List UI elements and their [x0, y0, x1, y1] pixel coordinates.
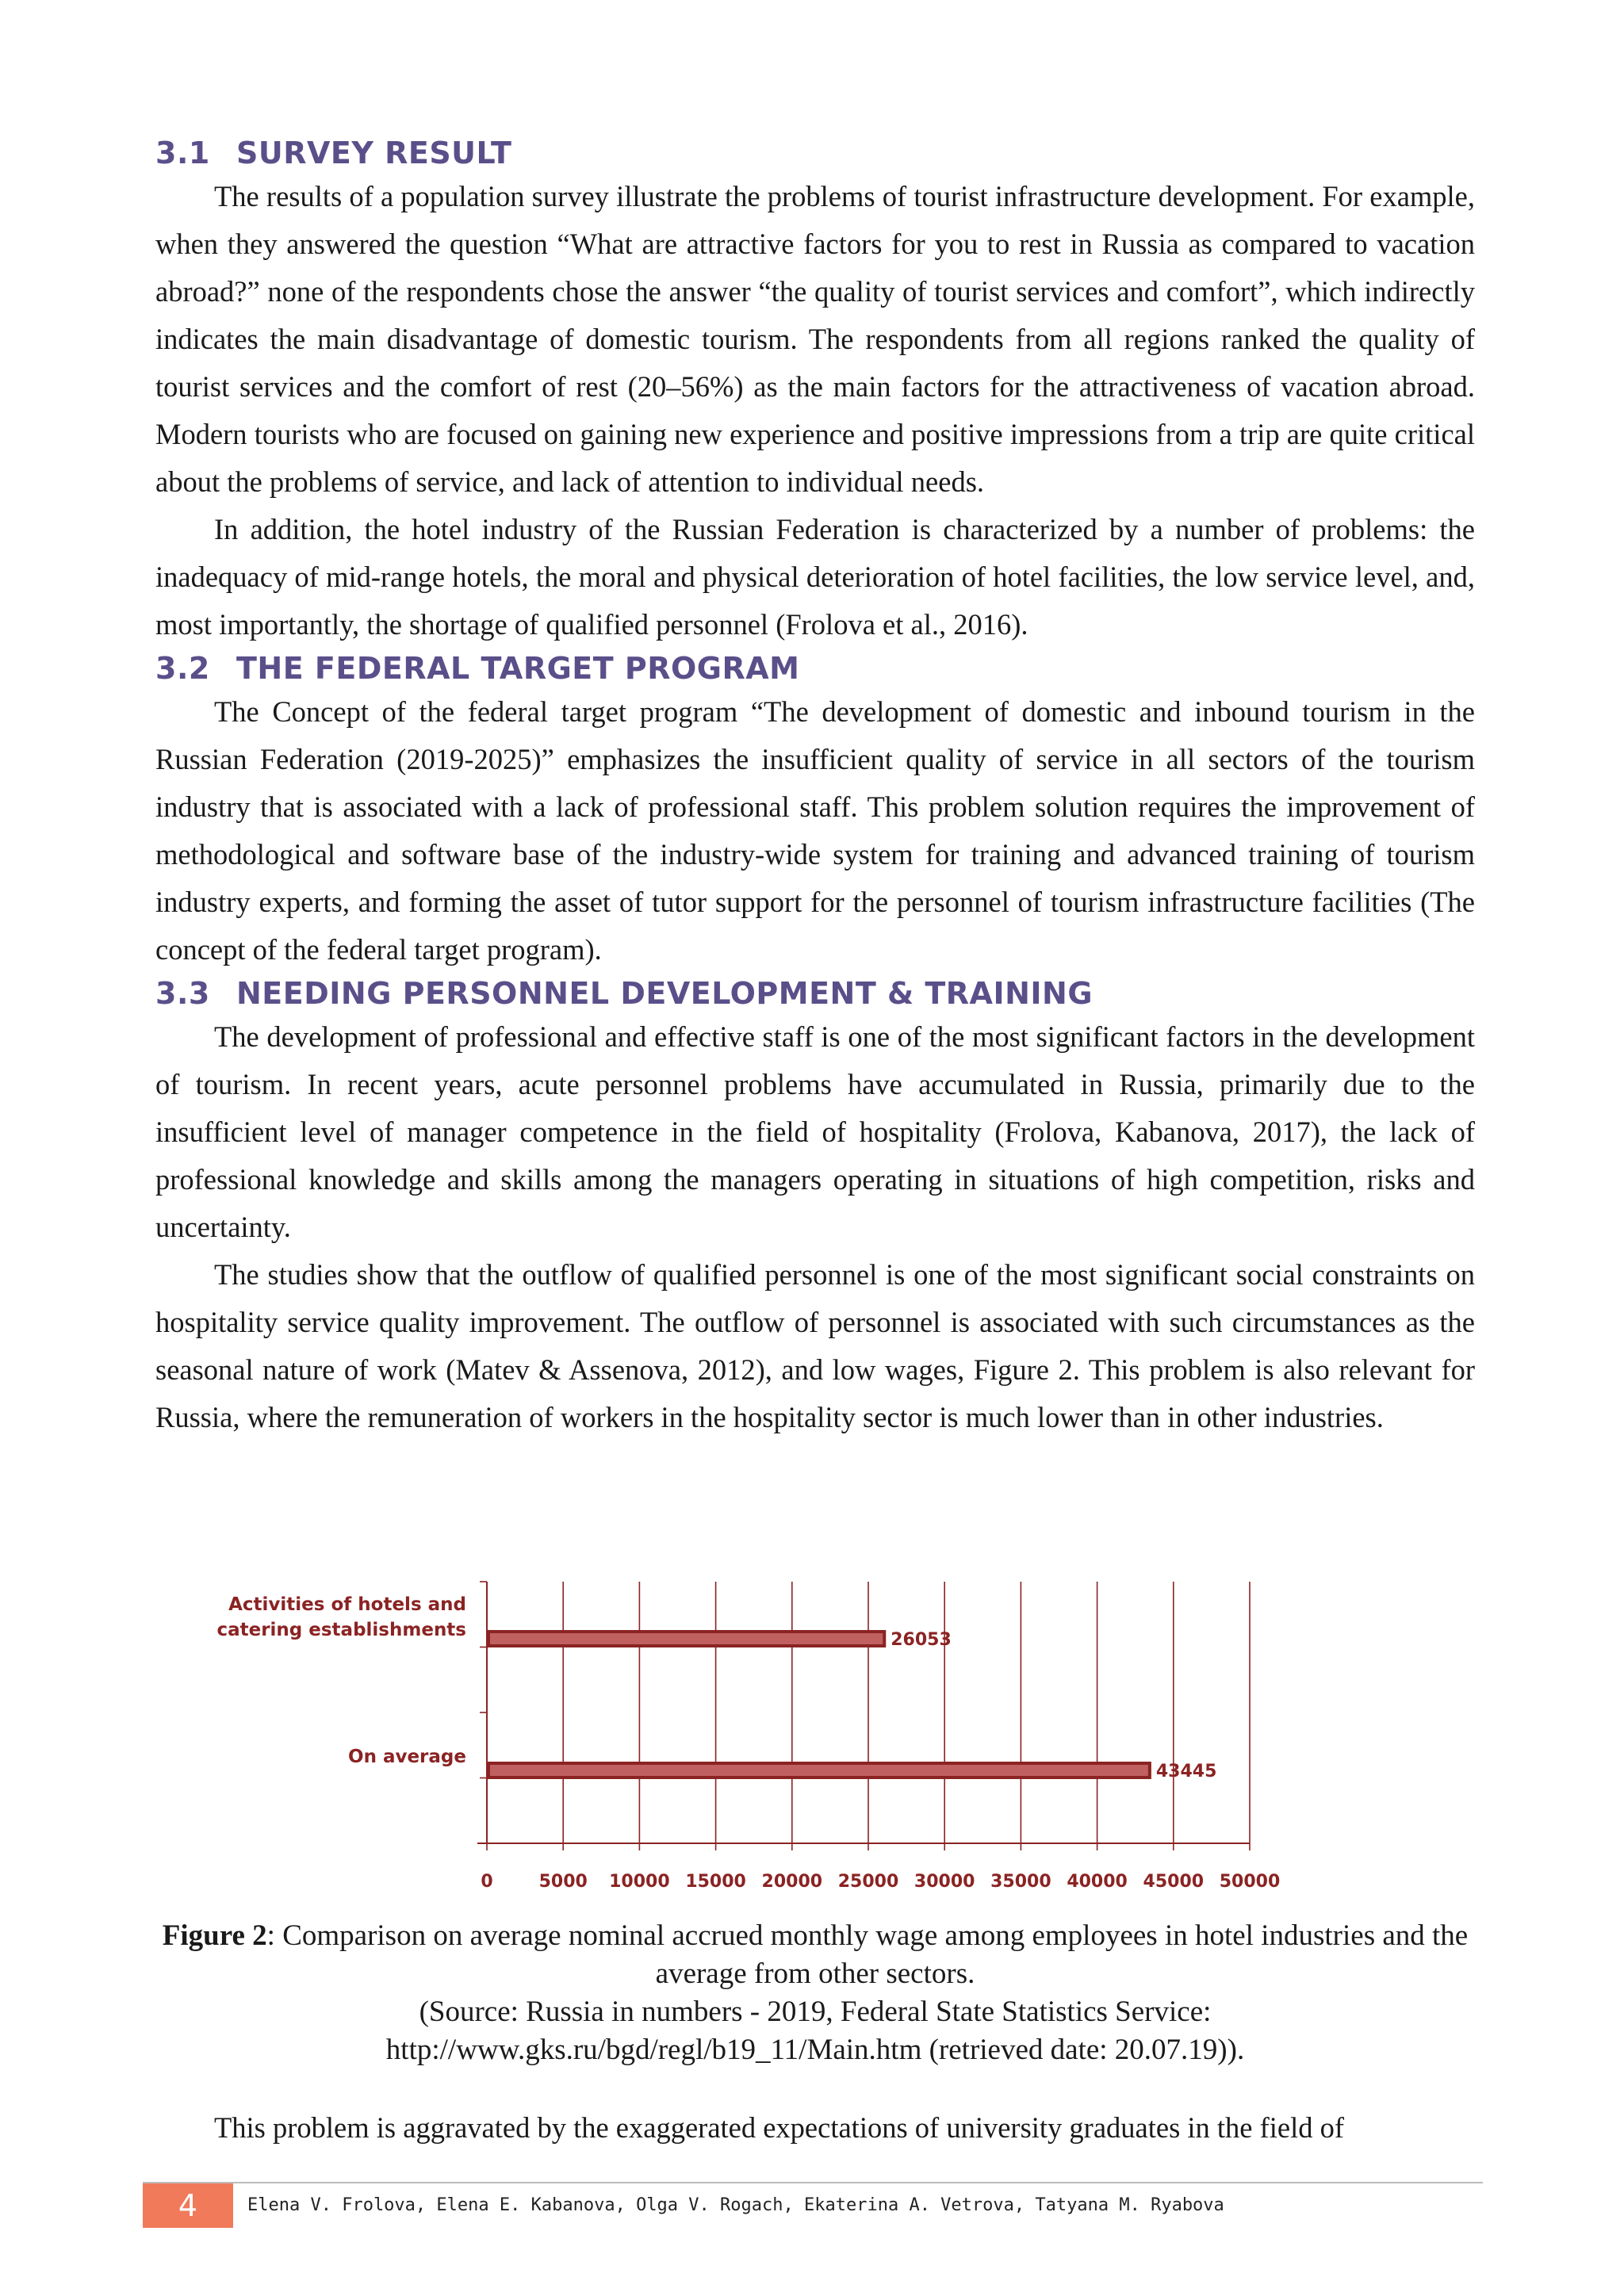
- x-tick-label: 15000: [685, 1872, 746, 1892]
- section-number: 3.1: [155, 136, 210, 170]
- page-footer: [143, 2182, 1483, 2226]
- figure-label: Figure 2: [162, 1919, 267, 1952]
- section-heading-3-2: [155, 649, 1475, 688]
- paragraph: The Concept of the federal target program “The development of domestic and inbound tourism in the Russian Federation (2019-2025)” emphasizes the insufficient quality of service in all sectors of the tourism industry that is associated with a lack of professional staff. This problem solution requires the improvement of methodological and software base of the industry-wide system for training and advanced training of tourism industry experts, and forming the asset of tutor support for the personnel of tourism infrastructure facilities (The concept of the federal target program).: [155, 695, 1475, 966]
- paragraph: This problem is aggravated by the exaggerated expectations of university graduates in the field of: [214, 2111, 1345, 2144]
- x-tick-label: 50000: [1219, 1872, 1281, 1892]
- data-label: 26053: [891, 1630, 952, 1650]
- paragraph: The results of a population survey illustrate the problems of tourist infrastructure development. For example, when they answered the question “What are attractive factors for you to rest in Russia as compared to vacation abroad?” none of the respondents chose the answer “the quality of tourist services and comfort”, which indirectly indicates the main disadvantage of domestic tourism. The respondents from all regions ranked the quality of tourist services and the comfort of rest (20–56%) as the main factors for the attractiveness of vacation abroad. Modern tourists who are focused on gaining new experience and positive impressions from a trip are quite critical about the problems of service, and lack of attention to individual needs.: [155, 180, 1475, 498]
- x-tick-label: 0: [481, 1872, 493, 1892]
- main-content: [155, 133, 1475, 1441]
- page-number: 4: [143, 2183, 233, 2228]
- paragraph: In addition, the hotel industry of the Russian Federation is characterized by a number of problems: the inadequacy of mid-range hotels, the moral and physical deterioration of hotel facilities, the low service level, and, most importantly, the shortage of qualified personnel (Frolova et al., 2016).: [155, 513, 1475, 641]
- x-tick-label: 30000: [914, 1872, 975, 1892]
- category-label-line: Activities of hotels and: [228, 1594, 466, 1615]
- x-tick-label: 35000: [990, 1872, 1051, 1892]
- continuation-block: [155, 2104, 1475, 2152]
- figure-caption: [155, 1917, 1475, 2069]
- section-title: NEEDING PERSONNEL DEVELOPMENT & TRAINING: [236, 976, 1094, 1011]
- category-label: [348, 1747, 466, 1767]
- wage-bar-chart: [155, 1574, 1329, 1907]
- caption-source: (Source: Russia in numbers - 2019, Federal State Statistics Service:: [419, 1996, 1212, 2028]
- bar: [488, 1632, 884, 1646]
- section-title: THE FEDERAL TARGET PROGRAM: [236, 651, 800, 686]
- x-tick-label: 45000: [1143, 1872, 1205, 1892]
- category-label-line: catering establishments: [216, 1620, 466, 1640]
- category-label-line: On average: [348, 1747, 466, 1767]
- paragraph: The studies show that the outflow of qualified personnel is one of the most significant social constraints on hospitality service quality improvement. The outflow of personnel is associated with such circumstances as the seasonal nature of work (Matev & Assenova, 2012), and low wages, Figure 2. This problem is also relevant for Russia, where the remuneration of workers in the hospitality sector is much lower than in other industries.: [155, 1258, 1475, 1433]
- x-tick-label: 10000: [609, 1872, 670, 1892]
- caption-source-url: http://www.gks.ru/bgd/regl/b19_11/Main.htm (retrieved date: 20.07.19)).: [385, 2034, 1245, 2066]
- x-tick-label: 25000: [837, 1872, 899, 1892]
- x-tick-label: 5000: [538, 1872, 588, 1892]
- x-tick-label: 40000: [1067, 1872, 1128, 1892]
- category-label: [216, 1594, 466, 1640]
- bar: [488, 1763, 1150, 1777]
- x-tick-label: 20000: [761, 1872, 823, 1892]
- section-title: SURVEY RESULT: [236, 136, 512, 170]
- section-number: 3.2: [155, 651, 210, 686]
- chart-svg: [155, 1574, 1329, 1907]
- section-heading-3-1: [155, 133, 1475, 173]
- data-label: 43445: [1155, 1762, 1217, 1781]
- caption-main: [155, 1917, 1475, 1993]
- footer-authors: Elena V. Frolova, Elena E. Kabanova, Olga V. Rogach, Ekaterina A. Vetrova, Tatyana M. Ryabova: [247, 2195, 1224, 2215]
- paragraph: The development of professional and effective staff is one of the most significant factors in the development of tourism. In recent years, acute personnel problems have accumulated in Russia, primarily due to the insufficient level of manager competence in the field of hospitality (Frolova, Kabanova, 2017), the lack of professional knowledge and skills among the managers operating in situations of high competition, risks and uncertainty.: [155, 1020, 1475, 1243]
- caption-text: : Comparison on average nominal accrued monthly wage among employees in hotel industries and the average from other sectors.: [266, 1919, 1469, 1990]
- section-number: 3.3: [155, 976, 210, 1011]
- section-heading-3-3: [155, 974, 1475, 1013]
